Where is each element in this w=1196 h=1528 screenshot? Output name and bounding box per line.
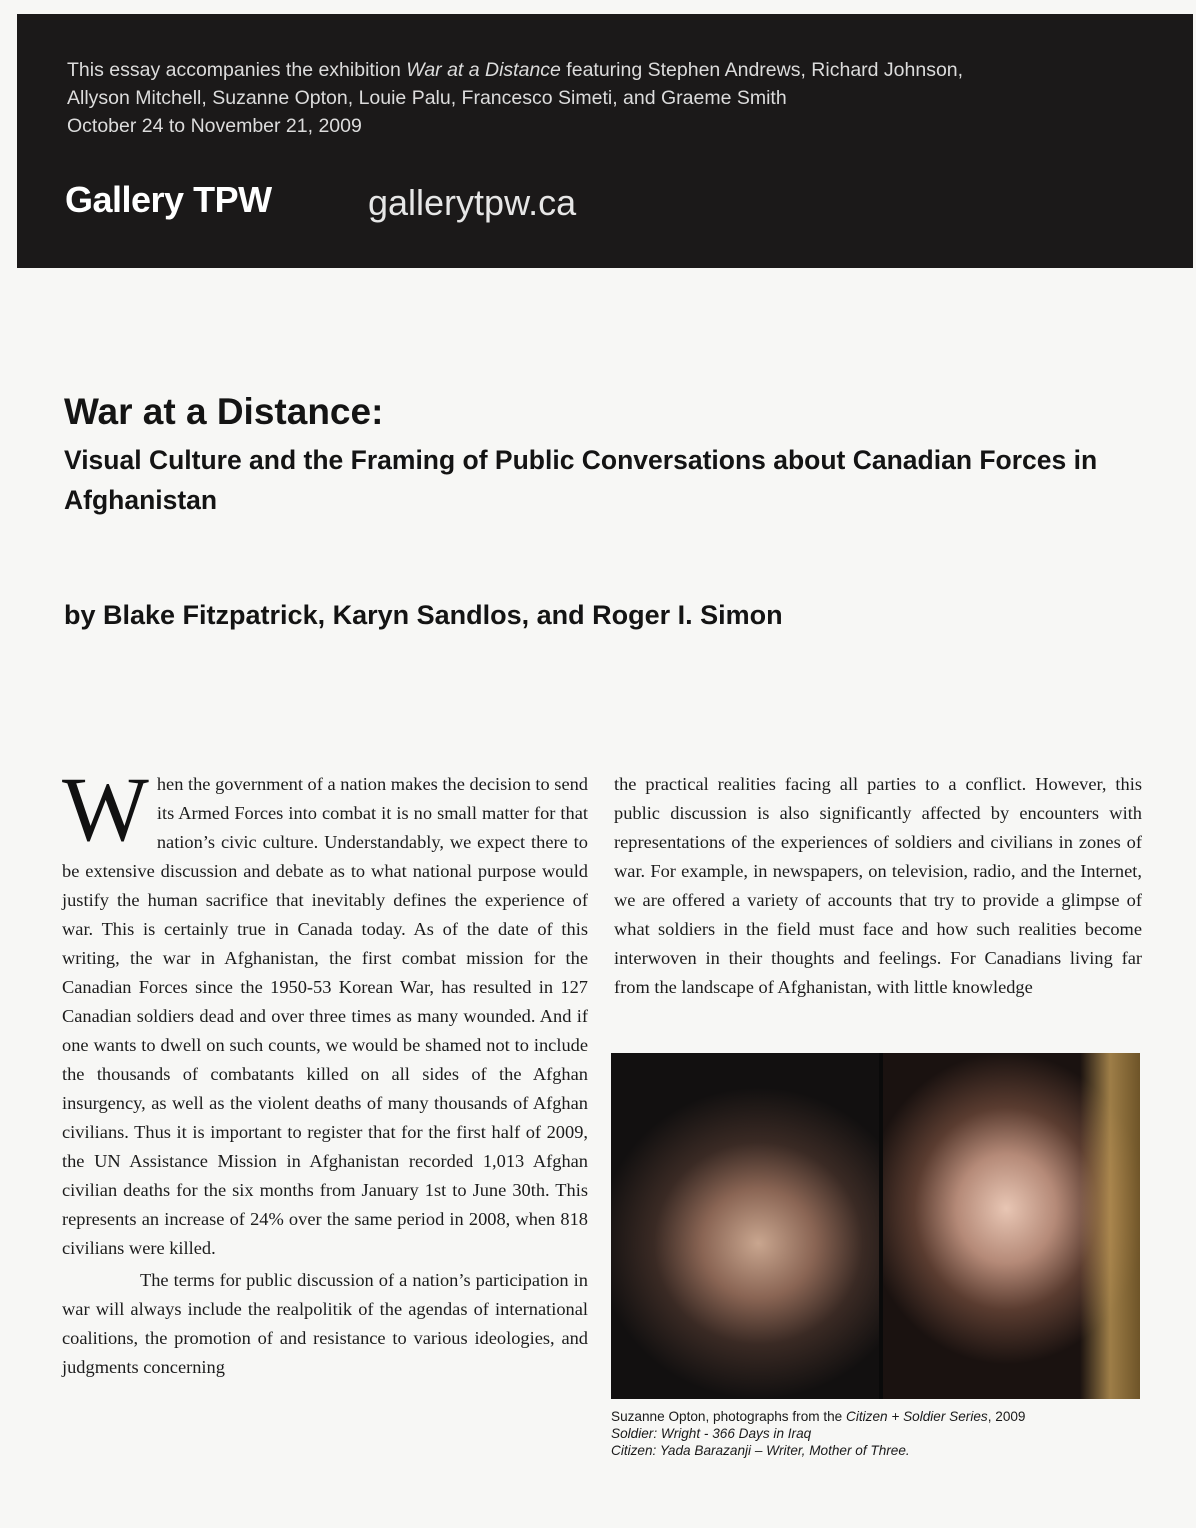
exhibition-title: War at a Distance xyxy=(406,59,561,81)
intro-line-1 xyxy=(67,56,1177,84)
article-byline: by Blake Fitzpatrick, Karyn Sandlos, and Roger I. Simon xyxy=(64,600,783,630)
caption-credit: Suzanne Opton, photographs from the xyxy=(611,1409,847,1424)
photo-caption xyxy=(611,1408,1151,1459)
exhibition-banner xyxy=(17,14,1193,268)
caption-line-1 xyxy=(611,1408,1151,1425)
exhibition-intro xyxy=(67,56,1177,140)
caption-soldier: Soldier: Wright - 366 Days in Iraq xyxy=(611,1426,812,1441)
paragraph-1 xyxy=(62,758,588,1263)
body-column-left xyxy=(62,758,588,1382)
gallery-url: gallerytpw.ca xyxy=(368,182,577,223)
gallery-name: Gallery TPW xyxy=(65,179,272,220)
paragraph-2: The terms for public discussion of a nation’s participation in war will always include the realpolitik of the agendas of international coalitions, the promotion of and resistance to various ideologies, and judgments concerning xyxy=(62,1270,588,1377)
paragraph-1-text: hen the government of a nation makes the decision to send its Armed Forces into combat it is no small matter for that nation’s civic culture. Understandably, we expect there to be extensive discussion and debate as to what national purpose would justify the human sacrifice that inevitably defines the experience of war. This is certainly true in Canada today. As of the date of this writing, the war in Afghanistan, the first combat mission for the Canadian Forces since the 1950-53 Korean War, has resulted in 127 Canadian soldiers dead and over three times as many wounded. And if one wants to dwell on such counts, we would be shamed not to include the thousands of combatants killed on all sides of the Afghan insurgency, as well as the violent deaths of many thousands of Afghan civilians. Thus it is important to register that for the first half of 2009, the UN Assistance Mission in Afghanistan recorded 1,013 Afghan civilian deaths for the six months from January 1st to June 30th. This represents an increase of 24% over the same period in 2008, when 818 civilians were killed. xyxy=(62,774,588,1258)
intro-line-2: Allyson Mitchell, Suzanne Opton, Louie Palu, Francesco Simeti, and Graeme Smith xyxy=(67,87,787,109)
drop-cap: W xyxy=(62,758,149,860)
caption-series: Citizen + Soldier Series xyxy=(846,1409,988,1424)
citizen-photo xyxy=(883,1053,1140,1399)
exhibition-dates: October 24 to November 21, 2009 xyxy=(67,115,362,137)
paragraph-3: the practical realities facing all parties to a conflict. However, this public discussion is also significantly affected by encounters with representations of the experiences of soldiers and civilians in zones of war. For example, in newspapers, on television, radio, and the Internet, we are offered a variety of accounts that try to provide a glimpse of what soldiers in the field must face and how such realities become interwoven in their thoughts and feelings. For Canadians living far from the landscape of Afghanistan, with little knowledge xyxy=(614,774,1142,997)
citizen-hair xyxy=(1080,1053,1140,1399)
article-heading xyxy=(64,390,1144,520)
exhibition-photographs xyxy=(611,1053,1140,1399)
article-title: War at a Distance: xyxy=(64,391,384,432)
body-column-right xyxy=(614,770,1142,1002)
intro-prefix: This essay accompanies the exhibition xyxy=(67,59,407,81)
article-subtitle: Visual Culture and the Framing of Public Conversations about Canadian Forces in Afghanistan xyxy=(64,445,1098,515)
soldier-photo xyxy=(611,1053,879,1399)
intro-suffix: featuring Stephen Andrews, Richard Johnson, xyxy=(560,59,964,81)
caption-year: , 2009 xyxy=(987,1409,1026,1424)
caption-citizen: Citizen: Yada Barazanji – Writer, Mother of Three. xyxy=(611,1443,910,1458)
